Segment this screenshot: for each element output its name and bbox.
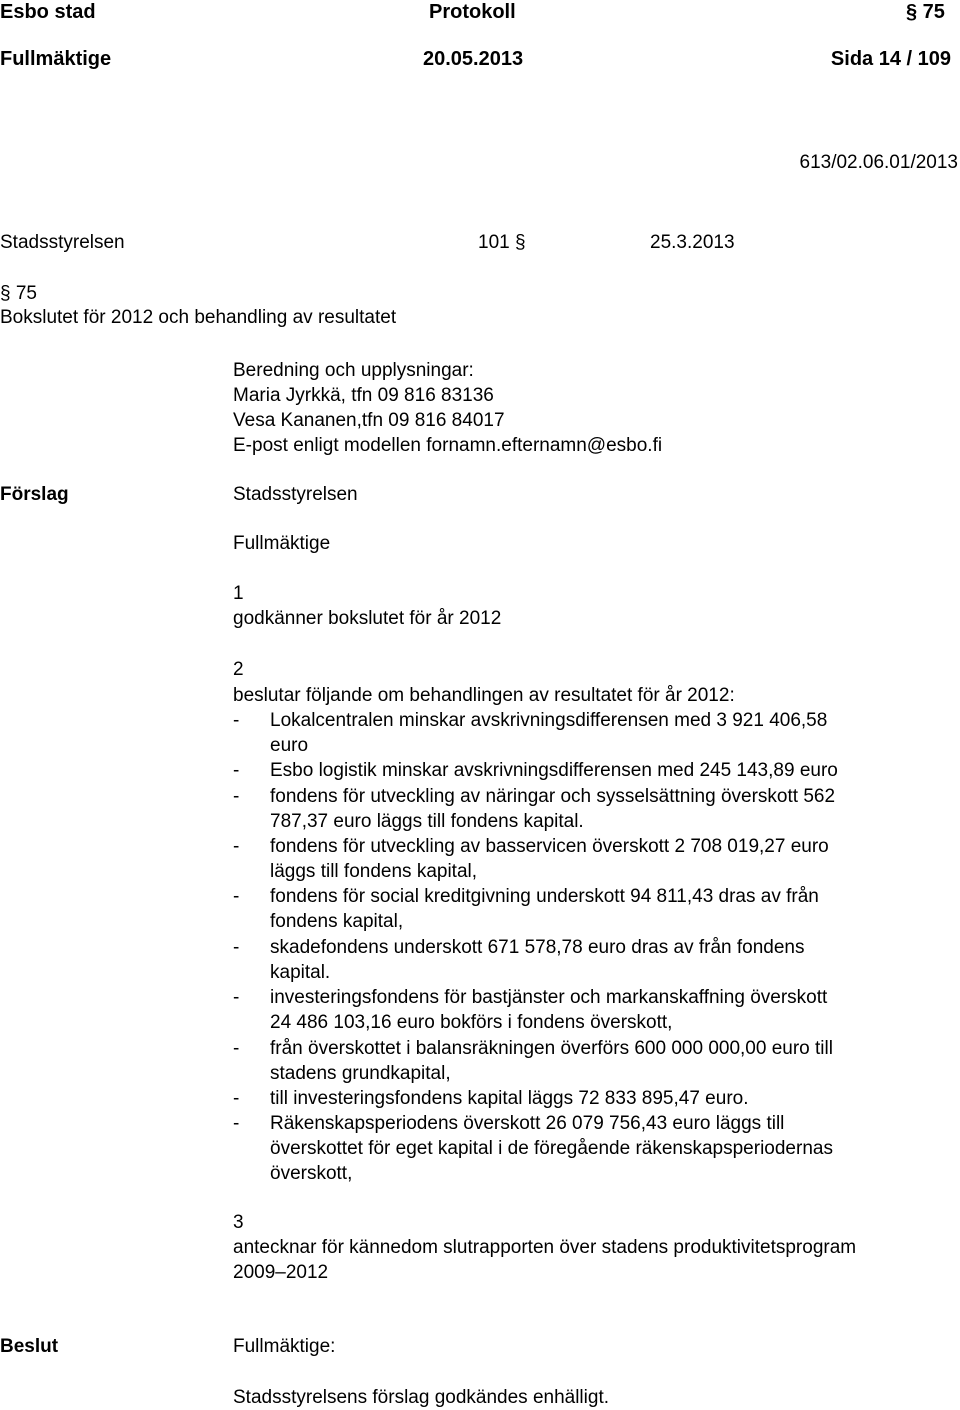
item-3-line-2: 2009–2012 bbox=[233, 1262, 329, 1283]
item-3-number: 3 bbox=[233, 1212, 244, 1233]
decision-text: Stadsstyrelsens förslag godkändes enhälligt. bbox=[233, 1387, 610, 1408]
bullet-text-line: skadefondens underskott 671 578,78 euro dras av från fondens bbox=[270, 936, 805, 958]
bullet-text-line: 24 486 103,16 euro bokförs i fondens överskott, bbox=[270, 1012, 673, 1034]
bullet-text bbox=[270, 985, 933, 1035]
decision-body: Fullmäktige: bbox=[233, 1336, 336, 1357]
bullet-text-line: kapital. bbox=[270, 961, 331, 983]
prior-date: 25.3.2013 bbox=[650, 232, 735, 253]
bullet-text bbox=[270, 1086, 933, 1111]
bullet-text-line: från överskottet i balansräkningen överförs 600 000 000,00 euro till bbox=[270, 1037, 833, 1059]
bullet-text bbox=[270, 884, 933, 934]
bullet-text bbox=[270, 1036, 933, 1086]
bullet-dash: - bbox=[233, 1113, 240, 1135]
bullet-text-line: euro bbox=[270, 735, 309, 756]
bullet-text-line: Räkenskapsperiodens överskott 26 079 756,43 euro läggs till bbox=[270, 1113, 785, 1135]
bullet-text bbox=[270, 935, 933, 985]
bullet-dash: - bbox=[233, 936, 240, 958]
bullet-text-line: till investeringsfondens kapital läggs 72 833 895,47 euro. bbox=[270, 1088, 749, 1109]
item-2-number: 2 bbox=[233, 659, 244, 680]
proposal-label: Förslag bbox=[0, 484, 69, 505]
bullet-dash: - bbox=[233, 987, 240, 1009]
bullet-text-line: fondens för utveckling av näringar och sysselsättning överskott 562 bbox=[270, 785, 836, 807]
bullet-text-line: fondens för social kreditgivning underskott 94 811,43 dras av från bbox=[270, 886, 819, 908]
item-1-text: godkänner bokslutet för år 2012 bbox=[233, 608, 502, 629]
bullet-text-line: investeringsfondens för bastjänster och markanskaffning överskott bbox=[270, 987, 828, 1009]
preparation-contact-2: Vesa Kananen,tfn 09 816 84017 bbox=[233, 410, 505, 431]
bullet-text-line: 787,37 euro läggs till fondens kapital. bbox=[270, 810, 584, 832]
bullet-text-line: överskottet för eget kapital i de föregående räkenskapsperiodernas bbox=[270, 1138, 833, 1160]
bullet-dash: - bbox=[233, 785, 240, 807]
bullet-text-line: fondens kapital, bbox=[270, 911, 404, 933]
bullet-text-line: fondens för utveckling av basservicen överskott 2 708 019,27 euro bbox=[270, 836, 829, 857]
bullet-dash: - bbox=[233, 836, 240, 857]
bullet-dash: - bbox=[233, 1088, 240, 1109]
header-date: 20.05.2013 bbox=[423, 48, 524, 70]
header-org: Esbo stad bbox=[0, 1, 96, 23]
preparation-contact-1: Maria Jyrkkä, tfn 09 816 83136 bbox=[233, 385, 494, 406]
prior-paragraph: 101 § bbox=[478, 232, 526, 253]
bullet-dash: - bbox=[233, 886, 240, 908]
bullet-text bbox=[270, 834, 933, 884]
bullet-text bbox=[270, 1111, 933, 1186]
case-number: 613/02.06.01/2013 bbox=[799, 152, 958, 173]
item-2-intro: beslutar följande om behandlingen av resultatet för år 2012: bbox=[233, 685, 735, 706]
bullet-dash: - bbox=[233, 1037, 240, 1059]
bullet-text-line: Esbo logistik minskar avskrivningsdifferensen med 245 143,89 euro bbox=[270, 760, 838, 782]
bullet-text-line: stadens grundkapital, bbox=[270, 1062, 451, 1084]
header-page-number: Sida 14 / 109 bbox=[830, 48, 951, 70]
bullet-text-line: Lokalcentralen minskar avskrivningsdifferensen med 3 921 406,58 bbox=[270, 710, 828, 731]
preparation-email: E-post enligt modellen fornamn.efternamn@esbo.fi bbox=[233, 435, 663, 456]
preparation-heading: Beredning och upplysningar: bbox=[233, 360, 474, 381]
section-paragraph: § 75 bbox=[0, 283, 37, 304]
bullet-text-line: överskott, bbox=[270, 1163, 353, 1185]
proposal-subject: Fullmäktige bbox=[233, 533, 331, 554]
bullet-text bbox=[270, 758, 933, 783]
header-paragraph: § 75 bbox=[906, 1, 945, 23]
proposal-proposer: Stadsstyrelsen bbox=[233, 484, 358, 505]
prior-body: Stadsstyrelsen bbox=[0, 232, 125, 253]
bullet-text-line: läggs till fondens kapital, bbox=[270, 861, 478, 882]
bullet-text bbox=[270, 708, 933, 758]
bullet-text bbox=[270, 784, 933, 834]
header-doc-type: Protokoll bbox=[429, 1, 516, 23]
item-3-line-1: antecknar för kännedom slutrapporten över stadens produktivitetsprogram bbox=[233, 1237, 857, 1258]
bullet-dash: - bbox=[233, 760, 240, 782]
item-1-number: 1 bbox=[233, 583, 244, 604]
bullet-dash: - bbox=[233, 710, 240, 731]
section-title: Bokslutet för 2012 och behandling av resultatet bbox=[0, 307, 397, 328]
header-body-name: Fullmäktige bbox=[0, 48, 112, 70]
decision-label: Beslut bbox=[0, 1336, 59, 1357]
